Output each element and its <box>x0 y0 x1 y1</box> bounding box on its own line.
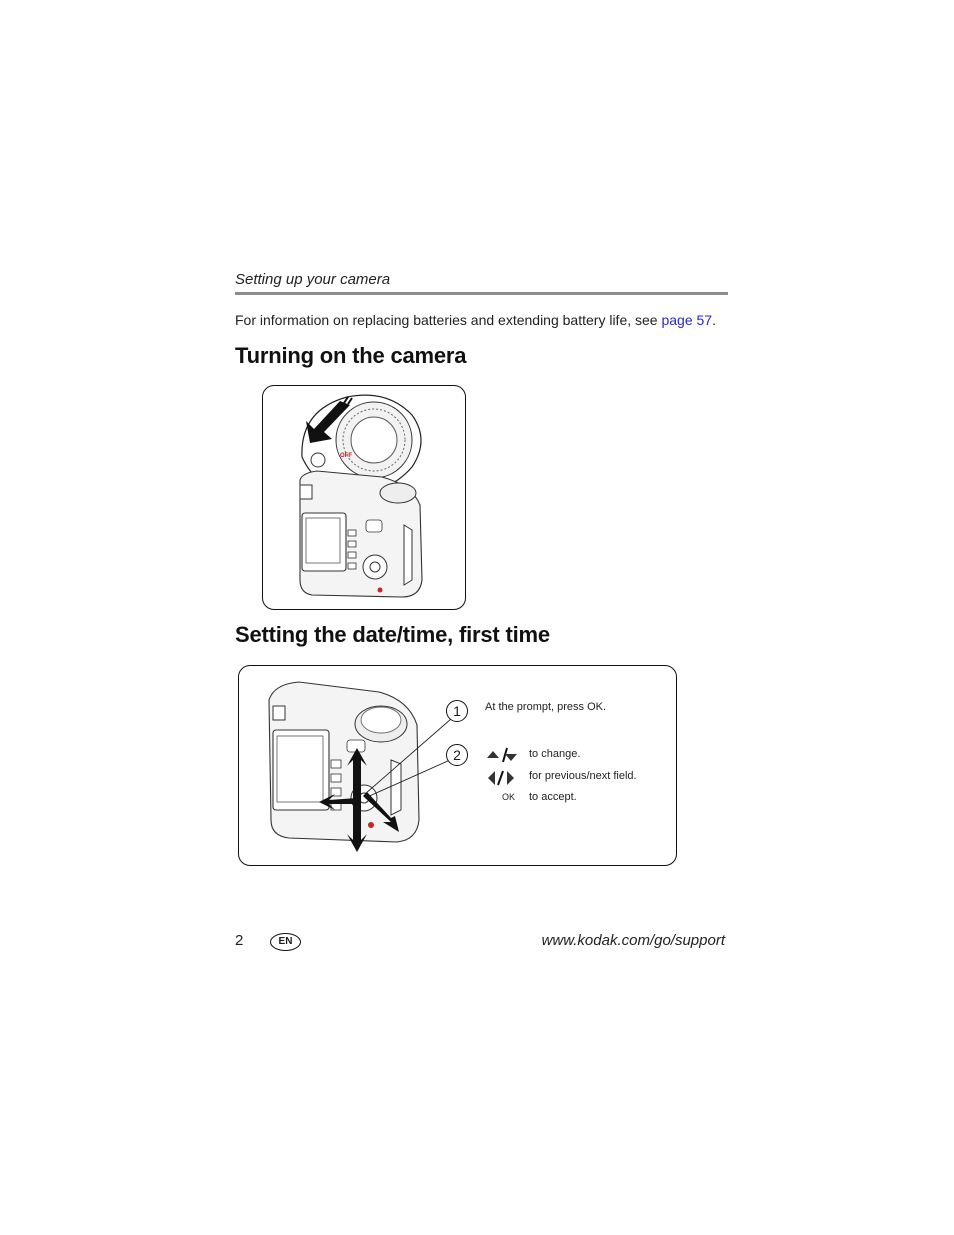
up-down-arrows-icon <box>485 746 519 766</box>
page-57-link[interactable]: page 57 <box>661 312 713 328</box>
section-header: Setting up your camera <box>235 271 391 288</box>
page-number: 2 <box>235 932 244 949</box>
heading-turning-on: Turning on the camera <box>235 343 467 368</box>
dial-off-label: OFF <box>340 453 352 459</box>
illustration-box-date-time <box>238 665 677 866</box>
intro-text: For information on replacing batteries and extending battery life, see <box>235 312 662 328</box>
camera-mode-dial-illustration <box>262 385 466 610</box>
camera-back-illustration <box>259 670 459 870</box>
support-url[interactable]: www.kodak.com/go/support <box>541 932 725 949</box>
left-right-arrows-icon <box>487 768 517 788</box>
step-2-badge: 2 <box>446 744 468 766</box>
illustration-box-power-on <box>262 385 466 610</box>
header-rule <box>235 292 728 295</box>
intro-trailing: . <box>712 312 716 328</box>
intro-paragraph <box>235 312 716 328</box>
step-1-badge: 1 <box>446 700 468 722</box>
accept-text: to accept. <box>529 791 577 803</box>
heading-setting-date-time: Setting the date/time, first time <box>235 622 550 647</box>
ok-label: OK <box>502 792 516 802</box>
step-1-text: At the prompt, press OK. <box>485 701 607 713</box>
language-badge: EN <box>270 933 301 951</box>
field-text: for previous/next field. <box>529 770 637 782</box>
change-text: to change. <box>529 748 581 760</box>
